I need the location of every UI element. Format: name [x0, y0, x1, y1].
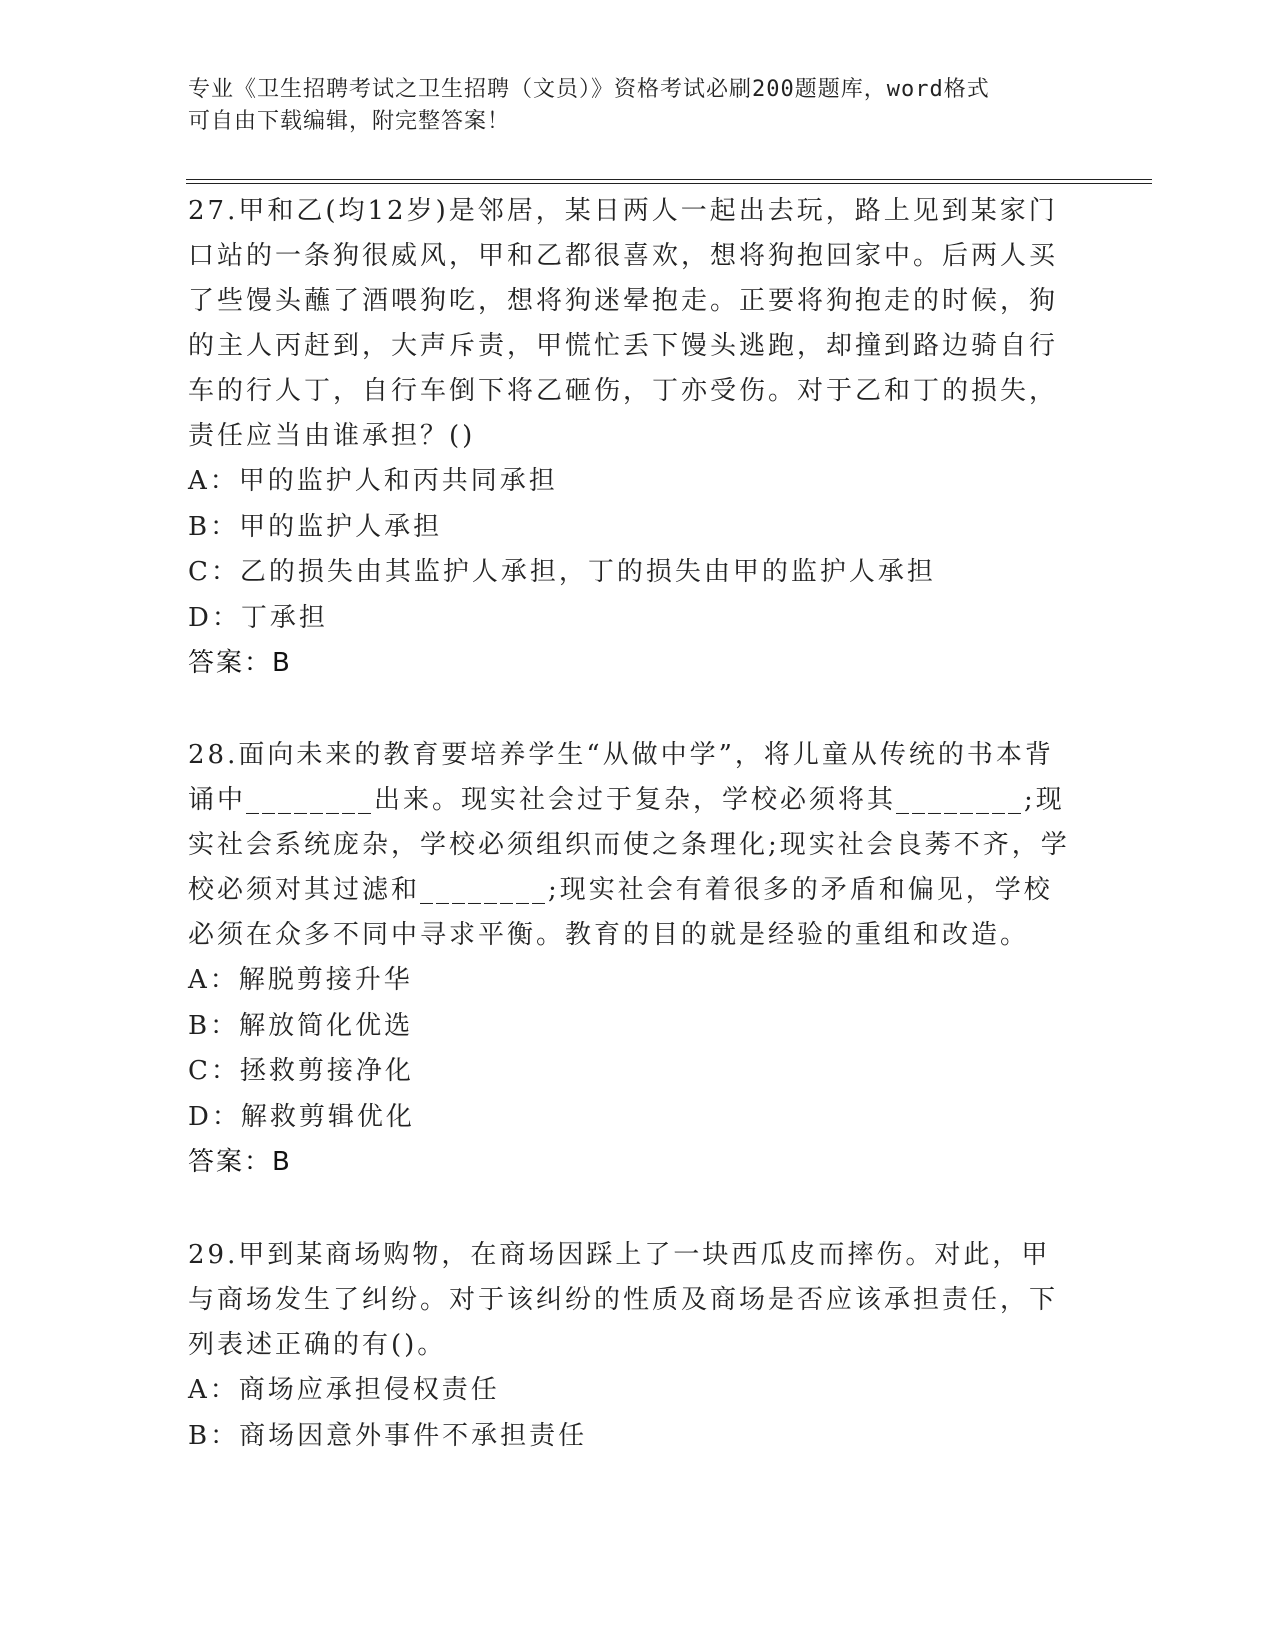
option-b: B：商场因意外事件不承担责任: [188, 1420, 588, 1451]
header-title-line-2: 可自由下载编辑，附完整答案！: [188, 109, 511, 134]
question-stem: 29.甲到某商场购物，在商场因踩上了一块西瓜皮而摔伤。对此，甲与商场发生了纠纷。对于该纠纷的性质及商场是否应该承担责任，下列表述正确的有()。: [188, 1240, 1059, 1360]
option-b: B：甲的监护人承担: [188, 511, 443, 542]
option-c: C：拯救剪接净化: [188, 1056, 414, 1086]
option-a: A：甲的监护人和丙共同承担: [188, 466, 558, 496]
option-d: D：解救剪辑优化: [188, 1101, 415, 1132]
question-stem: 28.面向未来的教育要培养学生“从做中学”，将儿童从传统的书本背诵中________出来。现实社会过于复杂，学校必须将其________;现实社会系统庞杂，学校必须组织而使之条理化;现实社会良莠不齐，学校必须对其过滤和________;现实社会有着很多的矛盾和偏见，学校必须在众多不同中寻求平衡。教育的目的就是经验的重组和改造。: [188, 740, 1070, 950]
document-header: [188, 74, 1068, 138]
header-divider-bottom: [186, 183, 1152, 184]
question-stem: 27.甲和乙(均12岁)是邻居，某日两人一起出去玩，路上见到某家门口站的一条狗很威风，甲和乙都很喜欢，想将狗抱回家中。后两人买了些馒头蘸了酒喂狗吃，想将狗迷晕抱走。正要将狗抱走的时候，狗的主人丙赶到，大声斥责，甲慌忙丢下馒头逃跑，却撞到路边骑自行车的行人丁，自行车倒下将乙砸伤，丁亦受伤。对于乙和丁的损失，责任应当由谁承担？(): [188, 196, 1059, 451]
header-title-line-1: 专业《卫生招聘考试之卫生招聘（文员）》资格考试必刷200题题库，word格式: [188, 77, 990, 102]
option-d: D：丁承担: [188, 602, 328, 633]
question-28: [188, 733, 1078, 1185]
option-b: B：解放简化优选: [188, 1010, 414, 1041]
option-c: C：乙的损失由其监护人承担，丁的损失由甲的监护人承担: [188, 557, 936, 587]
option-a: A：商场应承担侵权责任: [188, 1375, 500, 1405]
header-divider-top: [186, 179, 1152, 180]
answer-line: 答案：B: [188, 1147, 292, 1177]
answer-line: 答案：B: [188, 648, 292, 678]
option-a: A：解脱剪接升华: [188, 965, 413, 995]
question-29: [188, 1233, 1078, 1459]
question-27: [188, 189, 1078, 686]
